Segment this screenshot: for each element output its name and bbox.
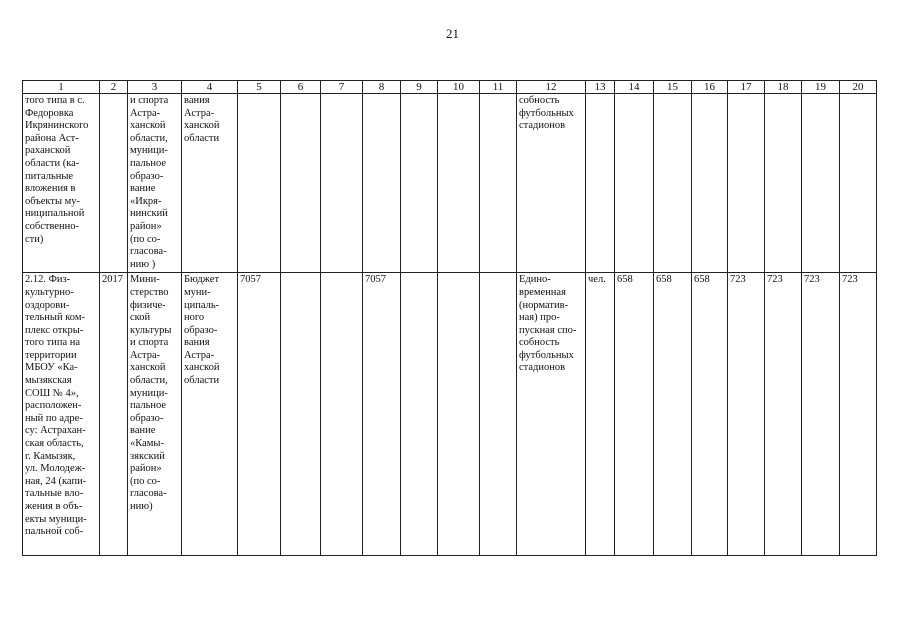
cell-line: ханской (130, 120, 166, 132)
cell-line: ханской (184, 120, 220, 132)
column-number-18: 18 (765, 81, 802, 94)
column-number-1: 1 (23, 81, 100, 94)
cell-line: (норматив- (519, 299, 569, 311)
column-number-9: 9 (401, 81, 438, 94)
cell-line: екты муници- (25, 513, 87, 525)
cell-line: район» (130, 220, 162, 232)
funding-source-cell (182, 94, 238, 273)
cell-line: области, (130, 132, 168, 144)
cell-18 (765, 94, 802, 273)
column-number-20: 20 (840, 81, 877, 94)
cell-line: стадионов (519, 120, 566, 132)
cell-line: объекты му- (25, 195, 81, 207)
cell-line: Едино- (519, 274, 551, 286)
cell-line: футбольных (519, 107, 574, 119)
cell-line: Бюджет (184, 274, 220, 286)
cell-line: области, (130, 375, 168, 387)
column-number-11: 11 (480, 81, 517, 94)
cell-line: нию ) (130, 258, 156, 270)
cell-line: район» (130, 463, 162, 475)
cell-8 (363, 94, 401, 273)
cell-line: Астра- (184, 107, 215, 119)
cell-line: г. Камызяк, (25, 450, 76, 462)
cell-line: питальные (25, 170, 74, 182)
cell-line: вание (130, 183, 156, 195)
cell-15 (654, 94, 692, 273)
indicator-cell (517, 273, 586, 556)
value-cell: 723 (728, 273, 765, 556)
cell-line: муници- (130, 387, 168, 399)
cell-line: собственно- (25, 220, 80, 232)
cell-line: ханской (184, 362, 220, 374)
cell-line: ская область, (25, 438, 84, 450)
cell-line: (по со- (130, 475, 161, 487)
page-number: 21 (446, 26, 459, 41)
cell-line: образо- (184, 324, 218, 336)
cell-line: ниципальной (25, 208, 85, 220)
cell-13 (586, 94, 615, 273)
cell-6 (281, 273, 321, 556)
cell-line: оздорови- (25, 299, 70, 311)
cell-9 (401, 94, 438, 273)
value-cell: 658 (692, 273, 728, 556)
column-number-6: 6 (281, 81, 321, 94)
cell-5 (238, 94, 281, 273)
total-amount-cell: 7057 (238, 273, 281, 556)
cell-line: образо- (130, 412, 164, 424)
cell-10 (438, 94, 480, 273)
cell-line: ный по адре- (25, 412, 83, 424)
cell-6 (281, 94, 321, 273)
cell-line: культуры (130, 324, 172, 336)
cell-line: пальное (130, 400, 167, 412)
cell-7 (321, 94, 363, 273)
cell-11 (480, 273, 517, 556)
cell-line: расположен- (25, 400, 82, 412)
cell-line: раханской (25, 145, 71, 157)
funding-source-cell (182, 273, 238, 556)
cell-line: «Камы- (130, 438, 164, 450)
cell-line: территории (25, 349, 77, 361)
cell-10 (438, 273, 480, 556)
cell-7 (321, 273, 363, 556)
cell-line: тальные вло- (25, 488, 84, 500)
cell-line: физиче- (130, 299, 166, 311)
column-number-7: 7 (321, 81, 363, 94)
cell-line: тельный ком- (25, 312, 85, 324)
cell-11 (480, 94, 517, 273)
cell-line: СОШ № 4», (25, 387, 79, 399)
amount-cell: 7057 (363, 273, 401, 556)
cell-line: Икрянинского (25, 120, 89, 132)
cell-line: ного (184, 312, 205, 324)
column-number-row (23, 81, 877, 94)
value-cell: 658 (654, 273, 692, 556)
object-name-cell (23, 273, 100, 556)
cell-line: пальное (130, 157, 167, 169)
cell-line: того типа на (25, 337, 81, 349)
cell-line: ная, 24 (капи- (25, 475, 87, 487)
cell-line: вания (184, 95, 210, 106)
cell-line: муни- (184, 286, 211, 298)
cell-16 (692, 94, 728, 273)
cell-line: нию) (130, 501, 153, 512)
cell-line: вание (130, 425, 156, 437)
cell-line: вания (184, 337, 210, 349)
cell-line: Астра- (184, 349, 215, 361)
value-cell: 723 (765, 273, 802, 556)
cell-line: пускная спо- (519, 324, 577, 336)
value-cell: 723 (840, 273, 877, 556)
cell-line: временная (519, 286, 566, 298)
value-cell: 658 (615, 273, 654, 556)
cell-line: образо- (130, 170, 164, 182)
cell-line: мызякская (25, 375, 72, 387)
column-number-3: 3 (128, 81, 182, 94)
cell-line: ханской (130, 362, 166, 374)
column-number-2: 2 (100, 81, 128, 94)
cell-line: стерство (130, 286, 169, 298)
table-row (23, 94, 877, 273)
cell-line: собность (519, 95, 560, 106)
cell-line: собность (519, 337, 560, 349)
cell-19 (802, 94, 840, 273)
column-number-8: 8 (363, 81, 401, 94)
cell-line: су: Астрахан- (25, 425, 86, 437)
cell-line: муници- (130, 145, 168, 157)
cell-line: того типа в с. (25, 95, 85, 106)
value-cell: 723 (802, 273, 840, 556)
cell-line: гласова- (130, 246, 167, 258)
cell-20 (840, 94, 877, 273)
cell-line: области (184, 375, 220, 387)
cell-line: зякский (130, 450, 165, 462)
column-number-4: 4 (182, 81, 238, 94)
program-table (22, 80, 877, 556)
cell-line: плекс откры- (25, 324, 84, 336)
cell-line: пальной соб- (25, 526, 84, 538)
indicator-cell (517, 94, 586, 273)
cell-line: Мини- (130, 274, 160, 286)
year-cell: 2017 (100, 273, 128, 556)
column-number-10: 10 (438, 81, 480, 94)
cell-line: стадионов (519, 362, 566, 374)
cell-line: и спорта (130, 337, 169, 349)
column-number-14: 14 (615, 81, 654, 94)
object-name-cell (23, 94, 100, 273)
column-number-12: 12 (517, 81, 586, 94)
responsible-cell (128, 94, 182, 273)
cell-line: (по со- (130, 233, 161, 245)
cell-line: жения в объ- (25, 501, 83, 512)
cell-line: гласова- (130, 488, 167, 500)
column-number-13: 13 (586, 81, 615, 94)
responsible-cell (128, 273, 182, 556)
cell-line: района Аст- (25, 132, 79, 144)
cell-line: ципаль- (184, 299, 220, 311)
cell-line: области (ка- (25, 157, 80, 169)
cell-line: ная) про- (519, 312, 560, 324)
cell-line: ской (130, 312, 151, 324)
cell-line: Федоровка (25, 107, 74, 119)
column-number-17: 17 (728, 81, 765, 94)
cell-line: Астра- (130, 107, 161, 119)
cell-17 (728, 94, 765, 273)
cell-line: МБОУ «Ка- (25, 362, 78, 374)
cell-line: 2.12. Физ- (25, 274, 71, 286)
column-number-16: 16 (692, 81, 728, 94)
cell-line: «Икря- (130, 195, 162, 207)
cell-line: вложения в (25, 183, 76, 195)
cell-14 (615, 94, 654, 273)
unit-cell: чел. (586, 273, 615, 556)
cell-line: Астра- (130, 349, 161, 361)
cell-line: ул. Молодеж- (25, 463, 86, 475)
cell-line: и спорта (130, 95, 169, 106)
column-number-15: 15 (654, 81, 692, 94)
cell-line: нинский (130, 208, 168, 220)
table-row (23, 273, 877, 556)
column-number-5: 5 (238, 81, 281, 94)
column-number-19: 19 (802, 81, 840, 94)
cell-9 (401, 273, 438, 556)
cell-line: культурно- (25, 286, 74, 298)
cell-line: футбольных (519, 349, 574, 361)
year-cell (100, 94, 128, 273)
cell-line: сти) (25, 233, 44, 245)
cell-line: области (184, 132, 220, 144)
